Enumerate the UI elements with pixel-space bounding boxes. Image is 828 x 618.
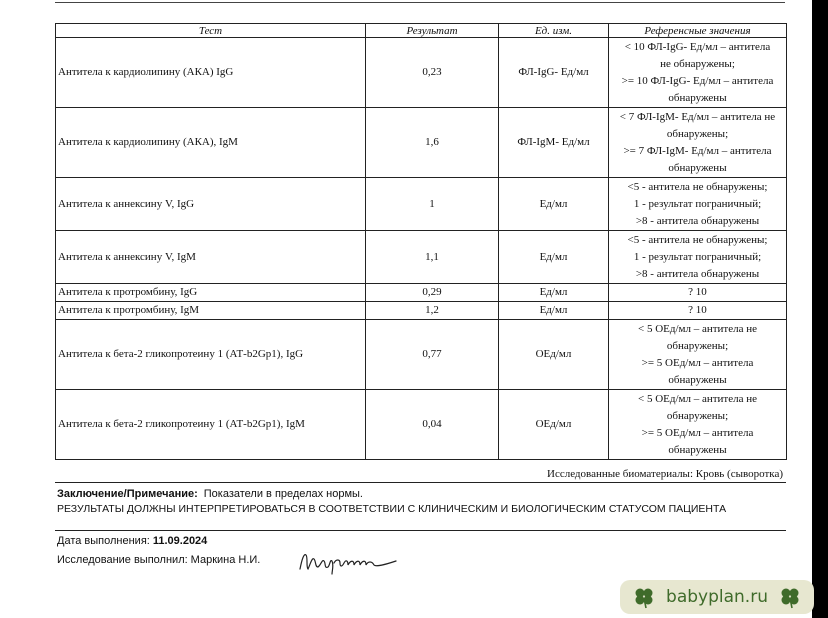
test-name-cell: Антитела к аннексину V, IgG: [56, 178, 366, 231]
reference-line: < 5 ОЕд/мл – антитела не: [637, 322, 757, 335]
table-header-row: [56, 24, 787, 38]
test-name-cell: Антитела к аннексину V, IgM: [56, 231, 366, 284]
header-reference: Референсные значения: [609, 24, 787, 38]
reference-line: обнаружены: [668, 443, 727, 456]
reference-cell: [609, 284, 787, 302]
reference-line: ? 10: [688, 286, 707, 298]
table-row: [56, 178, 787, 231]
reference-line: обнаружены: [668, 373, 727, 386]
top-divider: [55, 2, 785, 3]
header-result: Результат: [366, 24, 499, 38]
unit-cell: ФЛ-IgG- Ед/мл: [499, 38, 609, 108]
reference-line: 1 - результат пограничный;: [633, 197, 762, 210]
test-name-cell: Антитела к протромбину, IgM: [56, 302, 366, 320]
conclusion-text: Показатели в пределах нормы.: [203, 488, 363, 500]
reference-line: >= 7 ФЛ-IgM- Ед/мл – антитела: [623, 144, 772, 157]
watermark-text: babyplan.ru: [666, 587, 768, 607]
reference-line: обнаружены: [668, 161, 727, 174]
interpretation-notice: РЕЗУЛЬТАТЫ ДОЛЖНЫ ИНТЕРПРЕТИРОВАТЬСЯ В СООТВЕТСТВИИ С КЛИНИЧЕСКИМ И БИОЛОГИЧЕСКИМ СТАТУСОМ ПАЦИЕНТА: [57, 503, 727, 515]
reference-line: обнаружены;: [666, 127, 729, 140]
reference-cell: [609, 231, 787, 284]
table-body: [56, 38, 787, 460]
table-row: [56, 302, 787, 320]
reference-line: >8 - антитела обнаружены: [635, 267, 760, 280]
result-cell: 1,2: [366, 302, 499, 320]
reference-line: >= 5 ОЕд/мл – антитела: [641, 426, 754, 439]
reference-cell: [609, 320, 787, 390]
unit-cell: Ед/мл: [499, 284, 609, 302]
biomaterial-note: Исследованные биоматериалы: Кровь (сыворотка): [547, 468, 783, 480]
reference-line: не обнаружены;: [660, 57, 735, 70]
reference-line: >8 - антитела обнаружены: [635, 214, 760, 227]
table-row: [56, 231, 787, 284]
execution-date-value: 11.09.2024: [152, 535, 208, 547]
reference-line: < 7 ФЛ-IgM- Ед/мл – антитела не: [619, 110, 776, 123]
result-cell: 1,6: [366, 108, 499, 178]
reference-line: >= 5 ОЕд/мл – антитела: [641, 356, 754, 369]
unit-cell: ОЕд/мл: [499, 390, 609, 460]
test-name-cell: Антитела к протромбину, IgG: [56, 284, 366, 302]
reference-line: ? 10: [688, 304, 707, 316]
biomaterial-divider: [55, 482, 786, 483]
table-row: [56, 390, 787, 460]
execution-date-line: [57, 534, 207, 548]
reference-line: обнаружены;: [666, 409, 729, 422]
reference-line: обнаружены: [668, 91, 727, 104]
reference-line: обнаружены;: [666, 339, 729, 352]
reference-cell: [609, 178, 787, 231]
clover-icon: [778, 585, 802, 609]
unit-cell: ФЛ-IgM- Ед/мл: [499, 108, 609, 178]
result-cell: 0,04: [366, 390, 499, 460]
table-row: [56, 108, 787, 178]
performer-name: Маркина Н.И.: [190, 554, 261, 566]
result-cell: 1,1: [366, 231, 499, 284]
reference-cell: [609, 38, 787, 108]
reference-cell: [609, 390, 787, 460]
table-row: [56, 284, 787, 302]
unit-cell: Ед/мл: [499, 231, 609, 284]
handwritten-signature: [296, 547, 406, 575]
unit-cell: Ед/мл: [499, 178, 609, 231]
conclusion-label: Заключение/Примечание:: [57, 488, 198, 500]
table-row: [56, 38, 787, 108]
reference-line: < 10 ФЛ-IgG- Ед/мл – антитела: [624, 40, 771, 53]
reference-line: < 5 ОЕд/мл – антитела не: [637, 392, 757, 405]
result-cell: 0,29: [366, 284, 499, 302]
performer-line: [57, 553, 260, 567]
performer-label: Исследование выполнил:: [57, 554, 188, 566]
unit-cell: Ед/мл: [499, 302, 609, 320]
test-name-cell: Антитела к бета-2 гликопротеину 1 (АТ-b2Gp1), IgM: [56, 390, 366, 460]
conclusion-line: [57, 487, 777, 501]
results-table: [55, 23, 787, 460]
test-name-cell: Антитела к бета-2 гликопротеину 1 (АТ-b2Gp1), IgG: [56, 320, 366, 390]
reference-cell: [609, 302, 787, 320]
unit-cell: ОЕд/мл: [499, 320, 609, 390]
header-unit: Ед. изм.: [499, 24, 609, 38]
result-cell: 0,77: [366, 320, 499, 390]
bottom-divider: [55, 530, 786, 531]
execution-date-label: Дата выполнения:: [57, 535, 150, 547]
test-name-cell: Антитела к кардиолипину (АКА), IgM: [56, 108, 366, 178]
reference-line: 1 - результат пограничный;: [633, 250, 762, 263]
reference-cell: [609, 108, 787, 178]
reference-line: >= 10 ФЛ-IgG- Ед/мл – антитела: [621, 74, 774, 87]
result-cell: 0,23: [366, 38, 499, 108]
header-test: Тест: [56, 24, 366, 38]
reference-line: <5 - антитела не обнаружены;: [627, 233, 768, 246]
babyplan-watermark: [620, 580, 814, 614]
table-row: [56, 320, 787, 390]
result-cell: 1: [366, 178, 499, 231]
test-name-cell: Антитела к кардиолипину (АКА) IgG: [56, 38, 366, 108]
clover-icon: [632, 585, 656, 609]
reference-line: <5 - антитела не обнаружены;: [627, 180, 768, 193]
